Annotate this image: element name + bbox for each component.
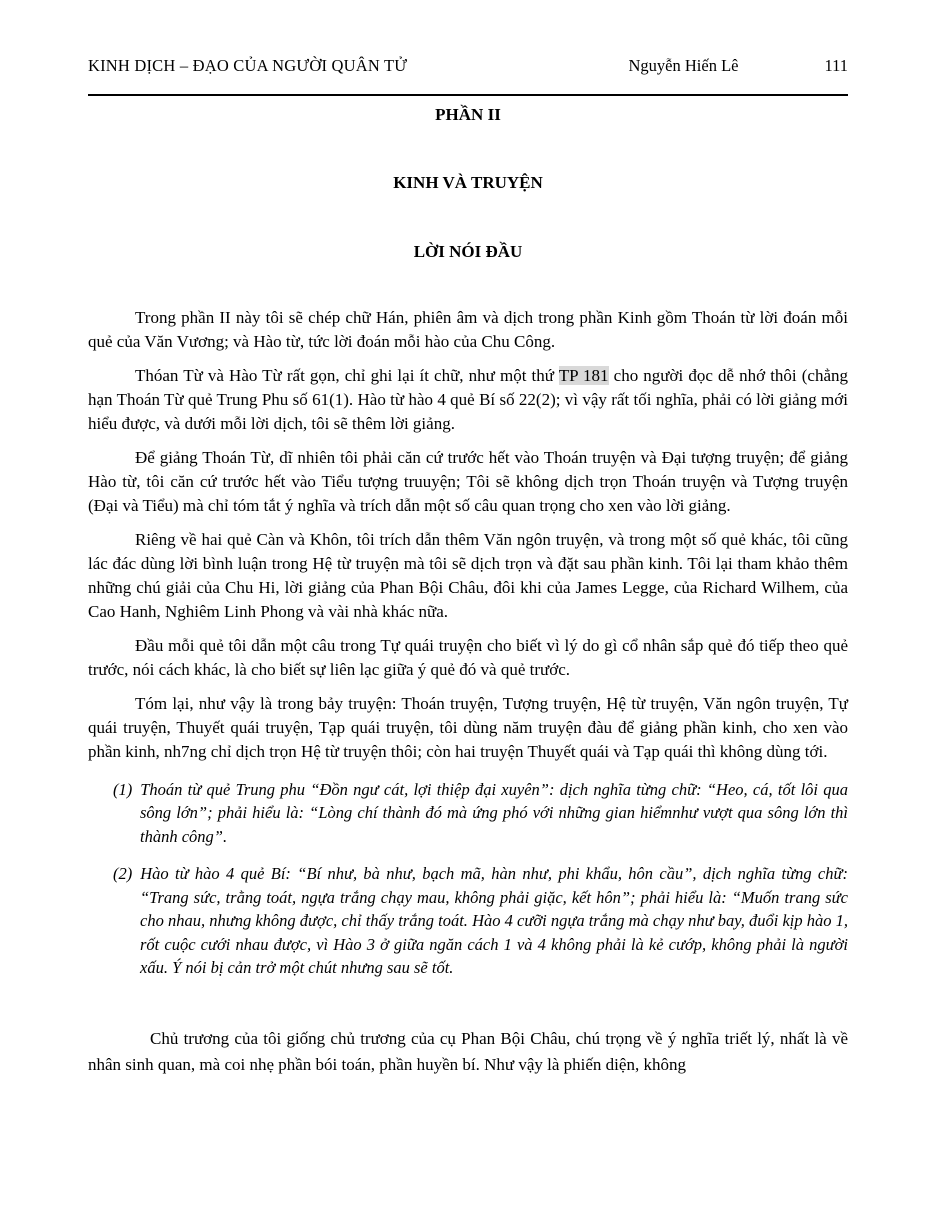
book-title: KINH DỊCH – ĐẠO CỦA NGƯỜI QUÂN TỬ [88, 56, 408, 75]
paragraph-6: Tóm lại, như vậy là trong bảy truyện: Thoán truyện, Tượng truyện, Hệ từ truyện, Văn ngôn truyện, Tự quái truyện, Thuyết quái truyện, Tạp quái truyện, tôi dùng năm truyện đàu để giảng phần kinh, cho xen vào phần kinh, nh7ng chỉ dịch trọn Hệ từ truyện thôi; còn hai truyện Thuyết quái và Tạp quái thì không dùng tới. [88, 693, 848, 761]
footnote-1 [88, 778, 848, 849]
paragraph-2-before: Thóan Từ và Hào Từ rất gọn, chỉ ghi lại ít chữ, như một thứ [135, 365, 559, 385]
page-number: 111 [824, 56, 848, 75]
footnotes [88, 778, 848, 980]
paragraph-4: Riêng về hai quẻ Càn và Khôn, tôi trích dẫn thêm Văn ngôn truyện, và trong một số quẻ khác, tôi cũng lác đác dùng lời bình luận trong Hệ từ truyện mà tôi sẽ dịch trọn và đặt sau phần kinh. Tôi lại tham khảo thêm những chú giải của Chu Hi, lời giảng của Phan Bội Châu, đôi khi của James Legge, của Richard Wilhem, của Cao Hanh, Nghiêm Linh Phong và vài nhà khác nữa. [88, 529, 848, 621]
section-heading: LỜI NÓI ĐẦU [413, 241, 523, 261]
running-header [88, 56, 848, 76]
paragraph-1: Trong phần II này tôi sẽ chép chữ Hán, phiên âm và dịch trong phần Kinh gồm Thoán từ lời đoán mỗi quẻ của Văn Vương; và Hào từ, tức lời đoán mỗi hào của Chu Công. [88, 307, 848, 351]
paragraph-5: Đầu mỗi quẻ tôi dẫn một câu trong Tự quái truyện cho biết vì lý do gì cổ nhân sắp quẻ đó tiếp theo quẻ trước, nói cách khác, là cho biết sự liên lạc giữa ý quẻ đó và quẻ trước. [88, 635, 848, 679]
body-text [88, 306, 848, 1078]
paragraph-3: Để giảng Thoán Từ, dĩ nhiên tôi phải căn cứ trước hết vào Thoán truyện và Đại tượng truyện; để giảng Hào từ, tôi căn cứ trước hết vào Tiểu tượng truuyện; Tôi sẽ không dịch trọn Thoán truyện và Tượng truyện (Đại và Tiểu) mà chỉ tóm tắt ý nghĩa và trích dẫn một số câu quan trọng cho xen vào lời giảng. [88, 447, 848, 515]
header-divider [88, 94, 848, 96]
author-name: Nguyễn Hiến Lê [628, 56, 739, 75]
paragraph-2 [88, 364, 848, 436]
footnote-1-marker: (1) [113, 779, 133, 799]
footnote-2 [88, 862, 848, 980]
footnote-2-text: Hào từ hào 4 quẻ Bí: “Bí như, bà như, bạch mã, hàn như, phi khẩu, hôn cầu”, dịch nghĩa từng chữ: “Trang sức, trằng toát, ngựa trắng chạy mau, không phải giặc, kết hôn”; phải hiểu là: “Muốn trang sức cho nhau, nhưng không được, chỉ thấy trắng toát. Hào 4 cưỡi ngựa trắng mà chạy như bay, đuổi kịp hào 1, rốt cuộc cưới nhau được, vì Hào 3 ở giữa ngăn cách 1 và 4 không phải là kẻ cướp, không phải là người xấu. Ý nói bị cản trở một chút nhưng sau sẽ tốt. [140, 864, 848, 978]
footnote-2-marker: (2) [113, 864, 133, 884]
footnote-1-text: Thoán từ quẻ Trung phu “Đồn ngư cát, lợi thiệp đại xuyên”: dịch nghĩa từng chữ: “Heo, cá, tốt lôi qua sông lớn”; phải hiểu là: “Lòng chí thành đó mà ứng phó với những gian hiểmnhư vượt qua sông lớn thì thành công”. [140, 779, 848, 846]
chapter-heading: KINH VÀ TRUYỆN [393, 172, 543, 192]
part-heading: PHẦN II [435, 104, 501, 124]
paragraph-7: Chủ trương của tôi giống chủ trương của cụ Phan Bội Châu, chú trọng về ý nghĩa triết lý, nhất là về nhân sinh quan, mà coi nhẹ phần bói toán, phần huyền bí. Như vậy là phiến diện, không [88, 1028, 848, 1074]
paragraph-2-after: cho người đọc dễ nhớ thôi (chẳng hạn Thoán Từ quẻ Trung Phu số 61(1). Hào từ hào 4 quẻ Bí số 22(2); vì vậy rất tối nghĩa, phải có lời giảng mới hiểu được, và dưới mỗi lời dịch, tôi sẽ thêm lời giảng. [88, 365, 848, 433]
highlighted-text: TP 181 [558, 365, 609, 385]
